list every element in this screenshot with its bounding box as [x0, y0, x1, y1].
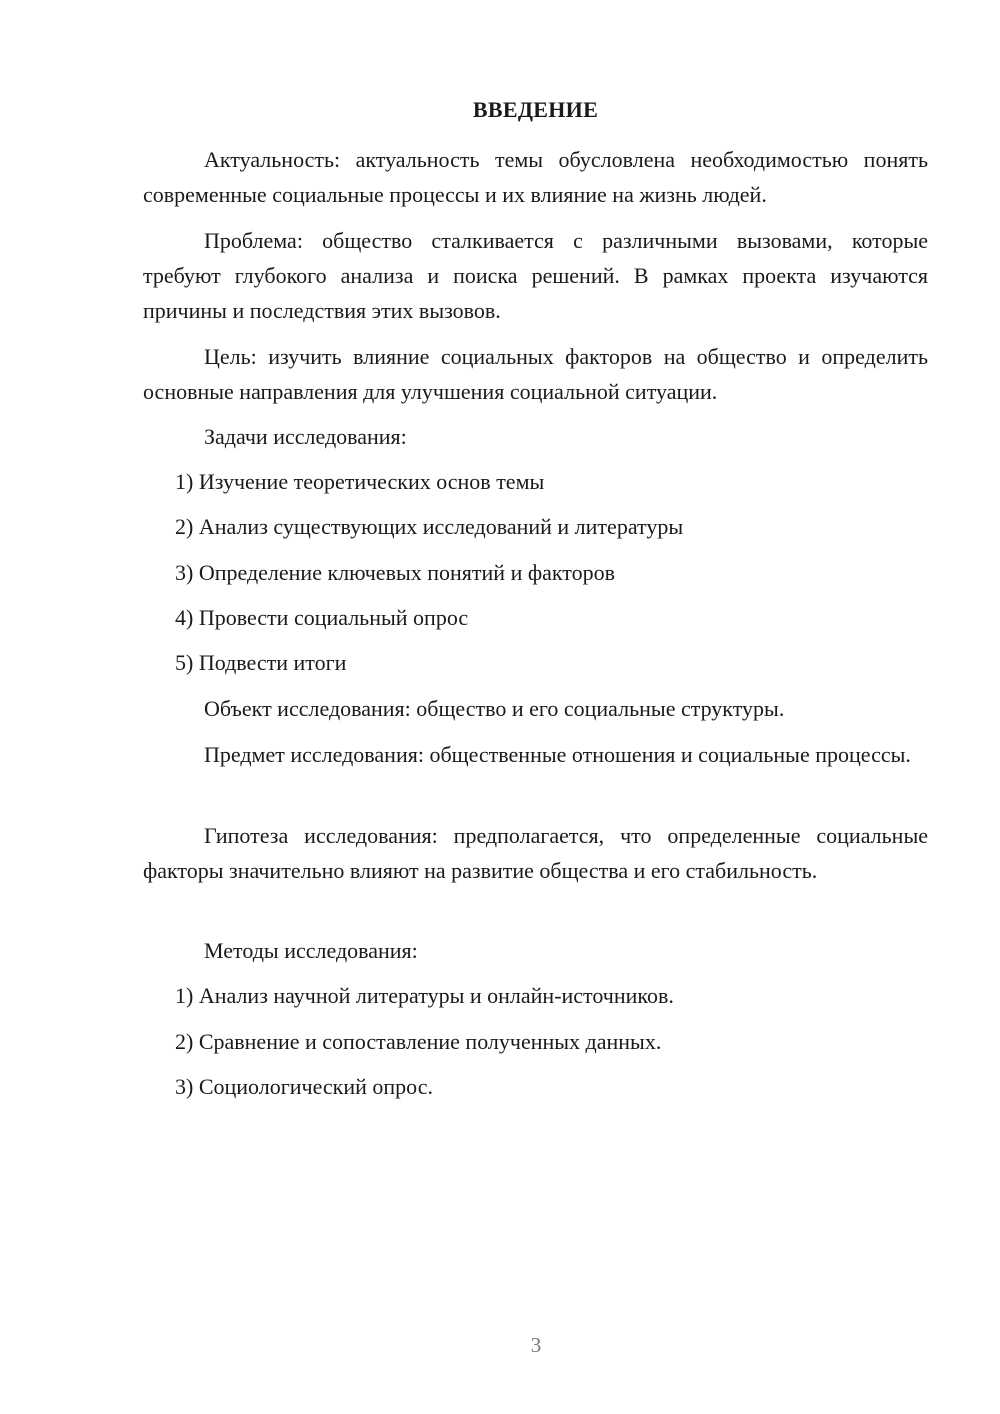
problem-paragraph: Проблема: общество сталкивается с различными вызовами, которые требуют глубокого анализа и поиска решений. В рамках проекта изучаются причины и последствия этих вызовов.: [143, 228, 928, 323]
relevance-paragraph: Актуальность: актуальность темы обусловлена необходимостью понять современные социальные процессы и их влияние на жизнь людей.: [143, 147, 928, 207]
method-item: 3) Социологический опрос.: [175, 1074, 433, 1099]
tasks-heading: Задачи исследования:: [204, 424, 407, 449]
page-number: 3: [530, 1333, 542, 1357]
task-item: 2) Анализ существующих исследований и литературы: [175, 514, 684, 539]
methods-heading: Методы исследования:: [204, 938, 418, 963]
task-item: 3) Определение ключевых понятий и факторов: [175, 560, 615, 585]
object-paragraph: Объект исследования: общество и его социальные структуры.: [204, 696, 785, 721]
task-item: 5) Подвести итоги: [175, 650, 347, 675]
document-title: ВВЕДЕНИЕ: [472, 97, 599, 122]
goal-paragraph: Цель: изучить влияние социальных факторов на общество и определить основные направления для улучшения социальной ситуации.: [143, 344, 928, 404]
subject-paragraph: Предмет исследования: общественные отношения и социальные процессы.: [204, 742, 911, 767]
task-item: 1) Изучение теоретических основ темы: [175, 469, 545, 494]
method-item: 2) Сравнение и сопоставление полученных данных.: [175, 1029, 662, 1054]
method-item: 1) Анализ научной литературы и онлайн-источников.: [175, 983, 674, 1008]
task-item: 4) Провести социальный опрос: [175, 605, 469, 630]
hypothesis-paragraph: Гипотеза исследования: предполагается, что определенные социальные факторы значительно влияют на развитие общества и его стабильность.: [143, 823, 928, 883]
